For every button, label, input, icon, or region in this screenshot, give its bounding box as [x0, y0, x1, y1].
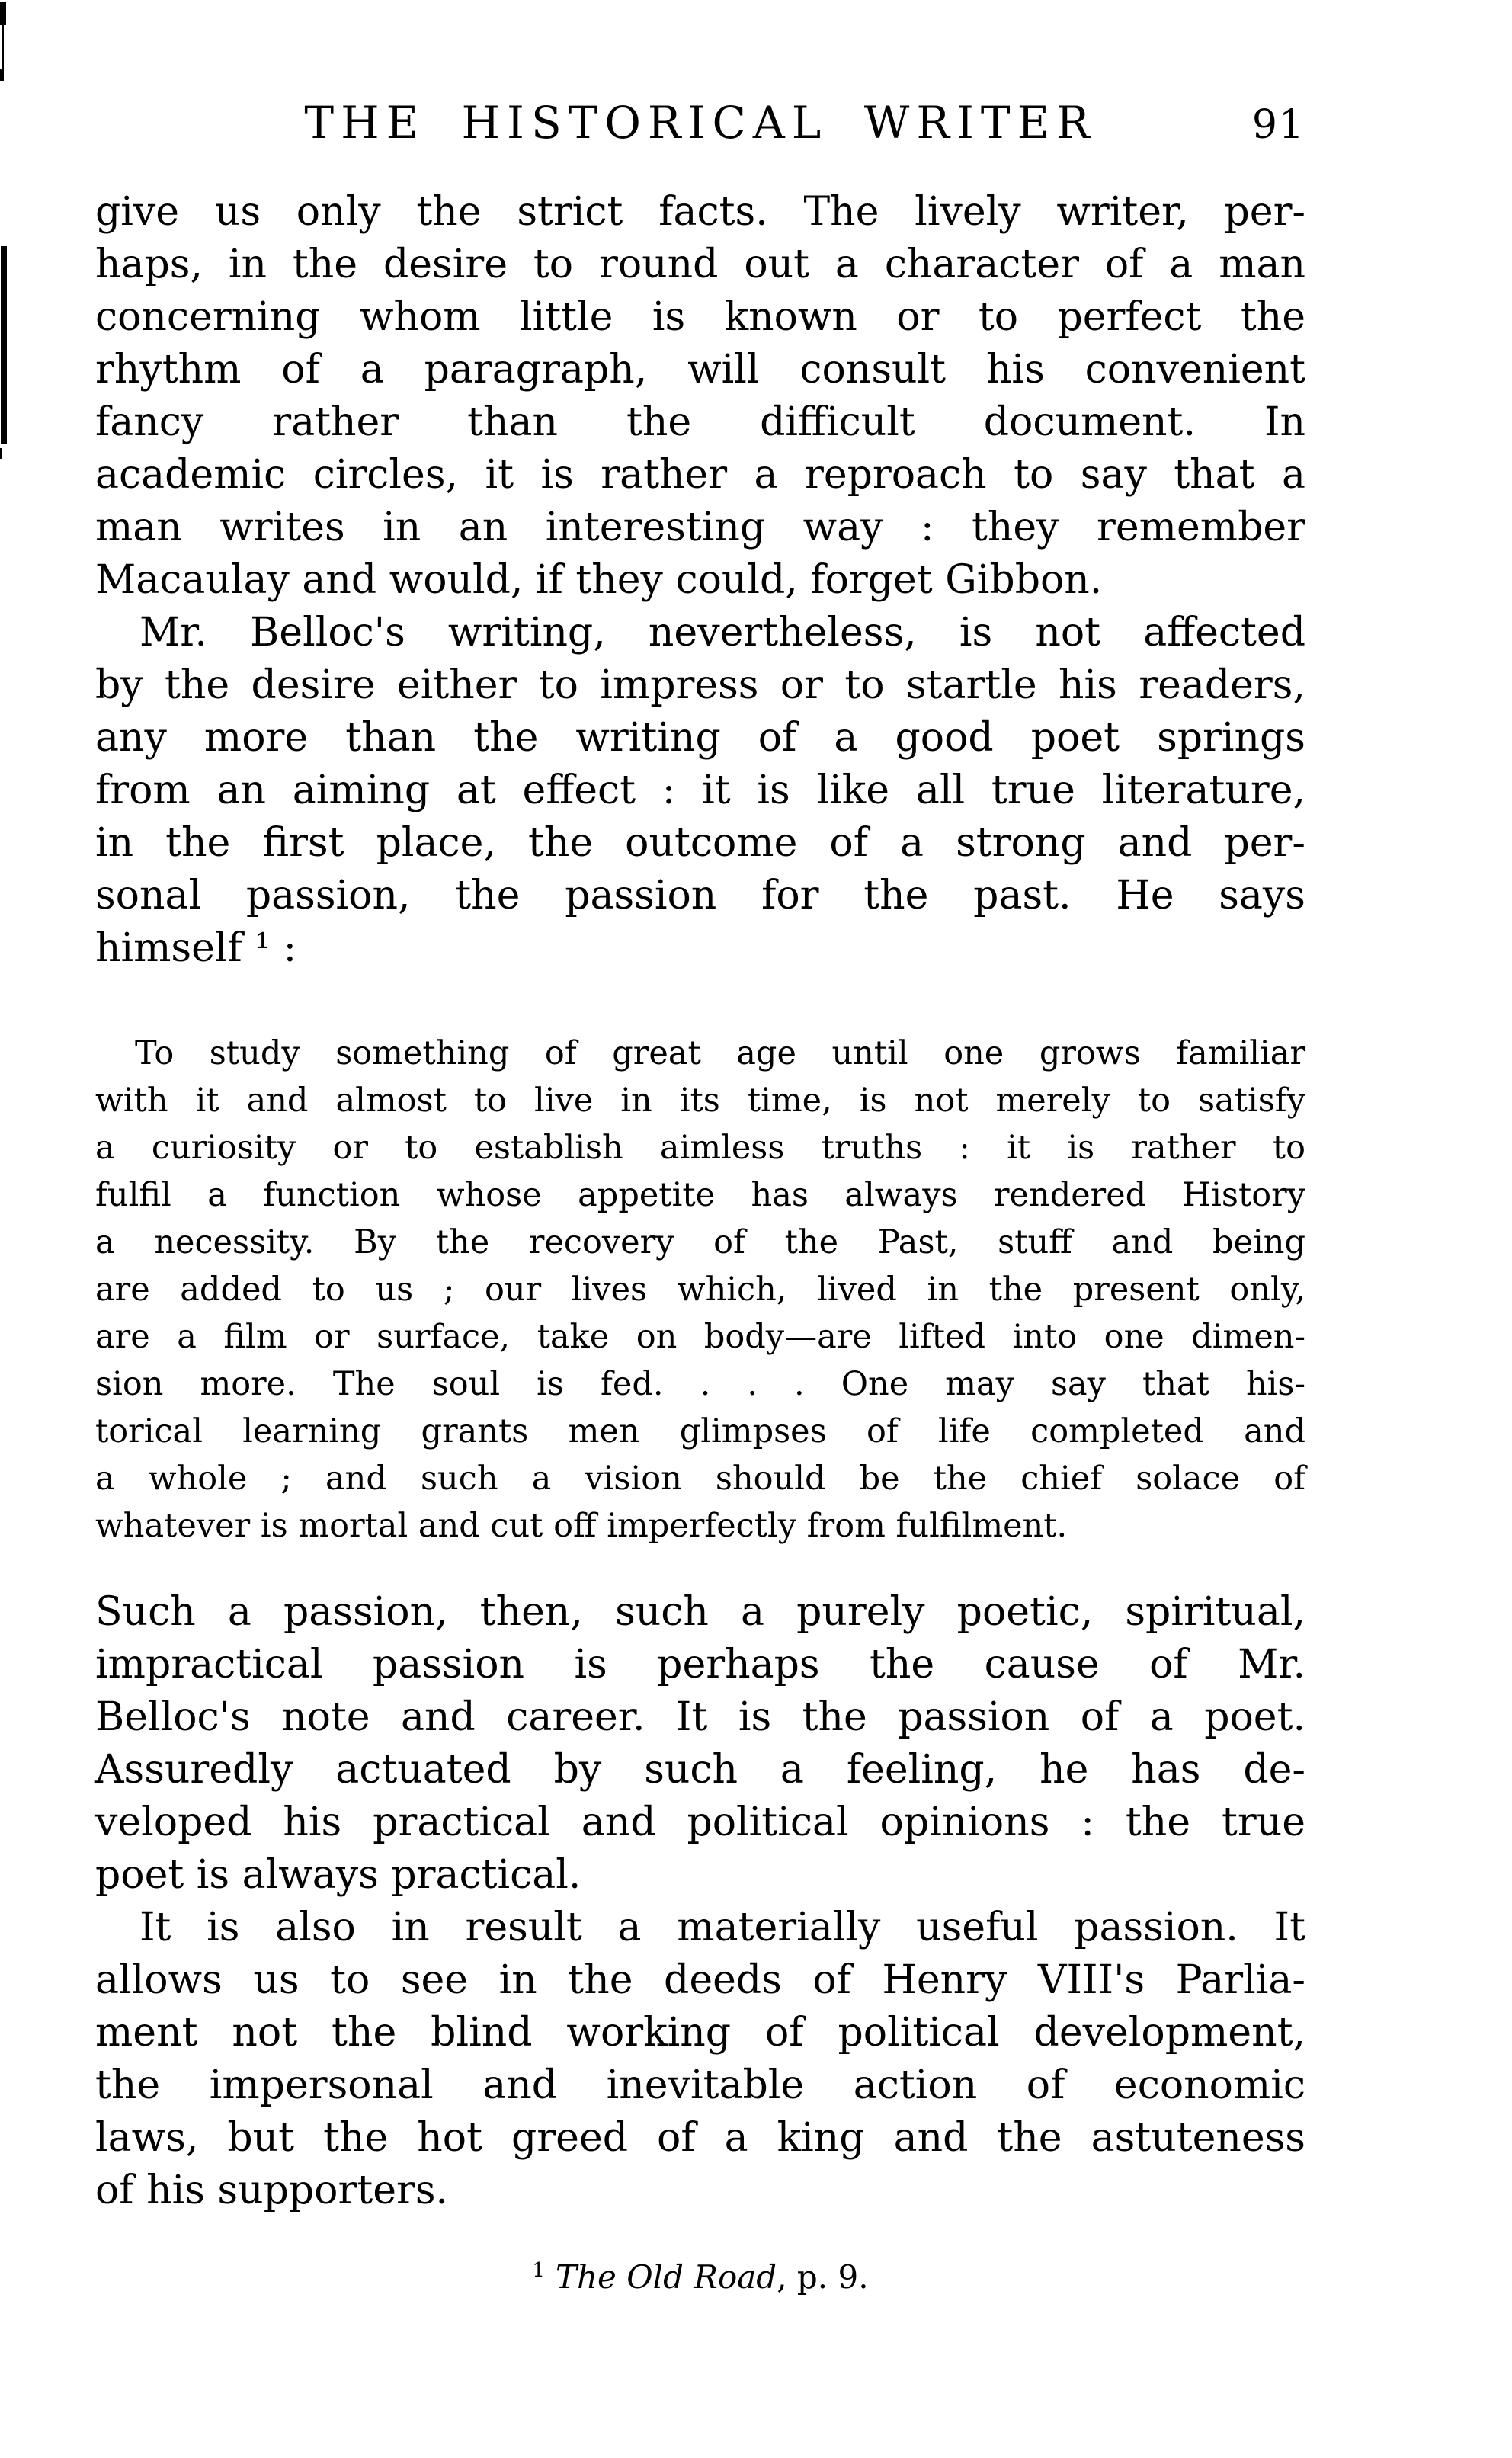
text-line: academic circles, it is rather a reproach to say that a	[95, 452, 1305, 498]
quote-line: a whole ; and such a vision should be the chief solace of	[95, 1460, 1305, 1498]
scan-artifact	[2, 25, 4, 72]
running-head-title: THE HISTORICAL WRITER	[304, 97, 1097, 149]
scan-artifact	[1, 246, 7, 444]
text-line: Mr. Belloc's writing, nevertheless, is not affected	[139, 610, 1305, 655]
paragraph-2	[95, 607, 1305, 975]
quote-line: torical learning grants men glimpses of life completed and	[95, 1412, 1305, 1450]
text-line: rhythm of a paragraph, will consult his convenient	[95, 347, 1305, 393]
text-line: concerning whom little is known or to perfect the	[95, 294, 1305, 340]
text-line: veloped his practical and political opinions : the true	[95, 1799, 1305, 1845]
paragraph-3	[95, 1586, 1305, 1902]
text-line: Macaulay and would, if they could, forget Gibbon.	[95, 557, 1103, 603]
quote-line: whatever is mortal and cut off imperfectly from fulfilment.	[95, 1507, 1068, 1545]
text-line: the impersonal and inevitable action of economic	[95, 2062, 1305, 2108]
text-line: Such a passion, then, such a purely poetic, spiritual,	[95, 1589, 1305, 1635]
footnote	[95, 2251, 1305, 2297]
text-line: in the first place, the outcome of a strong and per-	[95, 820, 1305, 866]
scan-artifact	[0, 2, 6, 25]
quote-line: a necessity. By the recovery of the Past, stuff and being	[95, 1223, 1305, 1261]
text-line: laws, but the hot greed of a king and the astuteness	[95, 2115, 1305, 2161]
paragraph-4	[95, 1902, 1305, 2217]
text-line: It is also in result a materially useful passion. It	[139, 1905, 1305, 1950]
scan-artifact	[0, 448, 2, 459]
text-line: any more than the writing of a good poet springs	[95, 715, 1305, 761]
text-line: by the desire either to impress or to startle his readers,	[95, 662, 1305, 708]
quote-line: To study something of great age until one grows familiar	[135, 1034, 1305, 1072]
text-line: poet is always practical.	[95, 1852, 581, 1898]
text-line: haps, in the desire to round out a character of a man	[95, 242, 1305, 287]
page-header	[95, 98, 1305, 148]
scan-artifact	[0, 69, 4, 81]
text-line: man writes in an interesting way : they remember	[95, 505, 1305, 550]
quote-line: are added to us ; our lives which, lived in the present only,	[95, 1271, 1305, 1309]
page-number: 91	[1251, 102, 1305, 148]
text-line: from an aiming at effect : it is like all true literature,	[95, 768, 1305, 813]
text-line: sonal passion, the passion for the past. He says	[95, 873, 1305, 918]
text-line: ment not the blind working of political development,	[95, 2010, 1305, 2056]
text-line: allows us to see in the deeds of Henry VIII's Parlia-	[95, 1957, 1305, 2003]
quote-line: are a film or surface, take on body—are lifted into one dimen-	[95, 1318, 1305, 1356]
text-line: himself ¹ :	[95, 925, 297, 971]
quote-line: sion more. The soul is fed. . . . One may say that his-	[95, 1365, 1305, 1403]
footnote-reference: , p. 9.	[777, 2258, 869, 2296]
text-line: give us only the strict facts. The lively writer, per-	[95, 189, 1305, 235]
text-line: Assuredly actuated by such a feeling, he has de-	[95, 1747, 1305, 1793]
block-quotation	[95, 1030, 1305, 1549]
page-content	[95, 98, 1305, 2297]
footnote-marker: 1	[532, 2259, 545, 2282]
quote-line: fulfil a function whose appetite has always rendered History	[95, 1176, 1305, 1214]
text-line: fancy rather than the difficult document. In	[95, 399, 1305, 445]
text-line: impractical passion is perhaps the cause of Mr.	[95, 1642, 1305, 1687]
text-line: of his supporters.	[95, 2168, 449, 2213]
text-line: Belloc's note and career. It is the passion of a poet.	[95, 1694, 1305, 1740]
paragraph-1	[95, 186, 1305, 607]
quote-line: a curiosity or to establish aimless truths : it is rather to	[95, 1129, 1305, 1167]
footnote-work-title: The Old Road	[555, 2258, 777, 2296]
quote-line: with it and almost to live in its time, is not merely to satisfy	[95, 1082, 1305, 1120]
